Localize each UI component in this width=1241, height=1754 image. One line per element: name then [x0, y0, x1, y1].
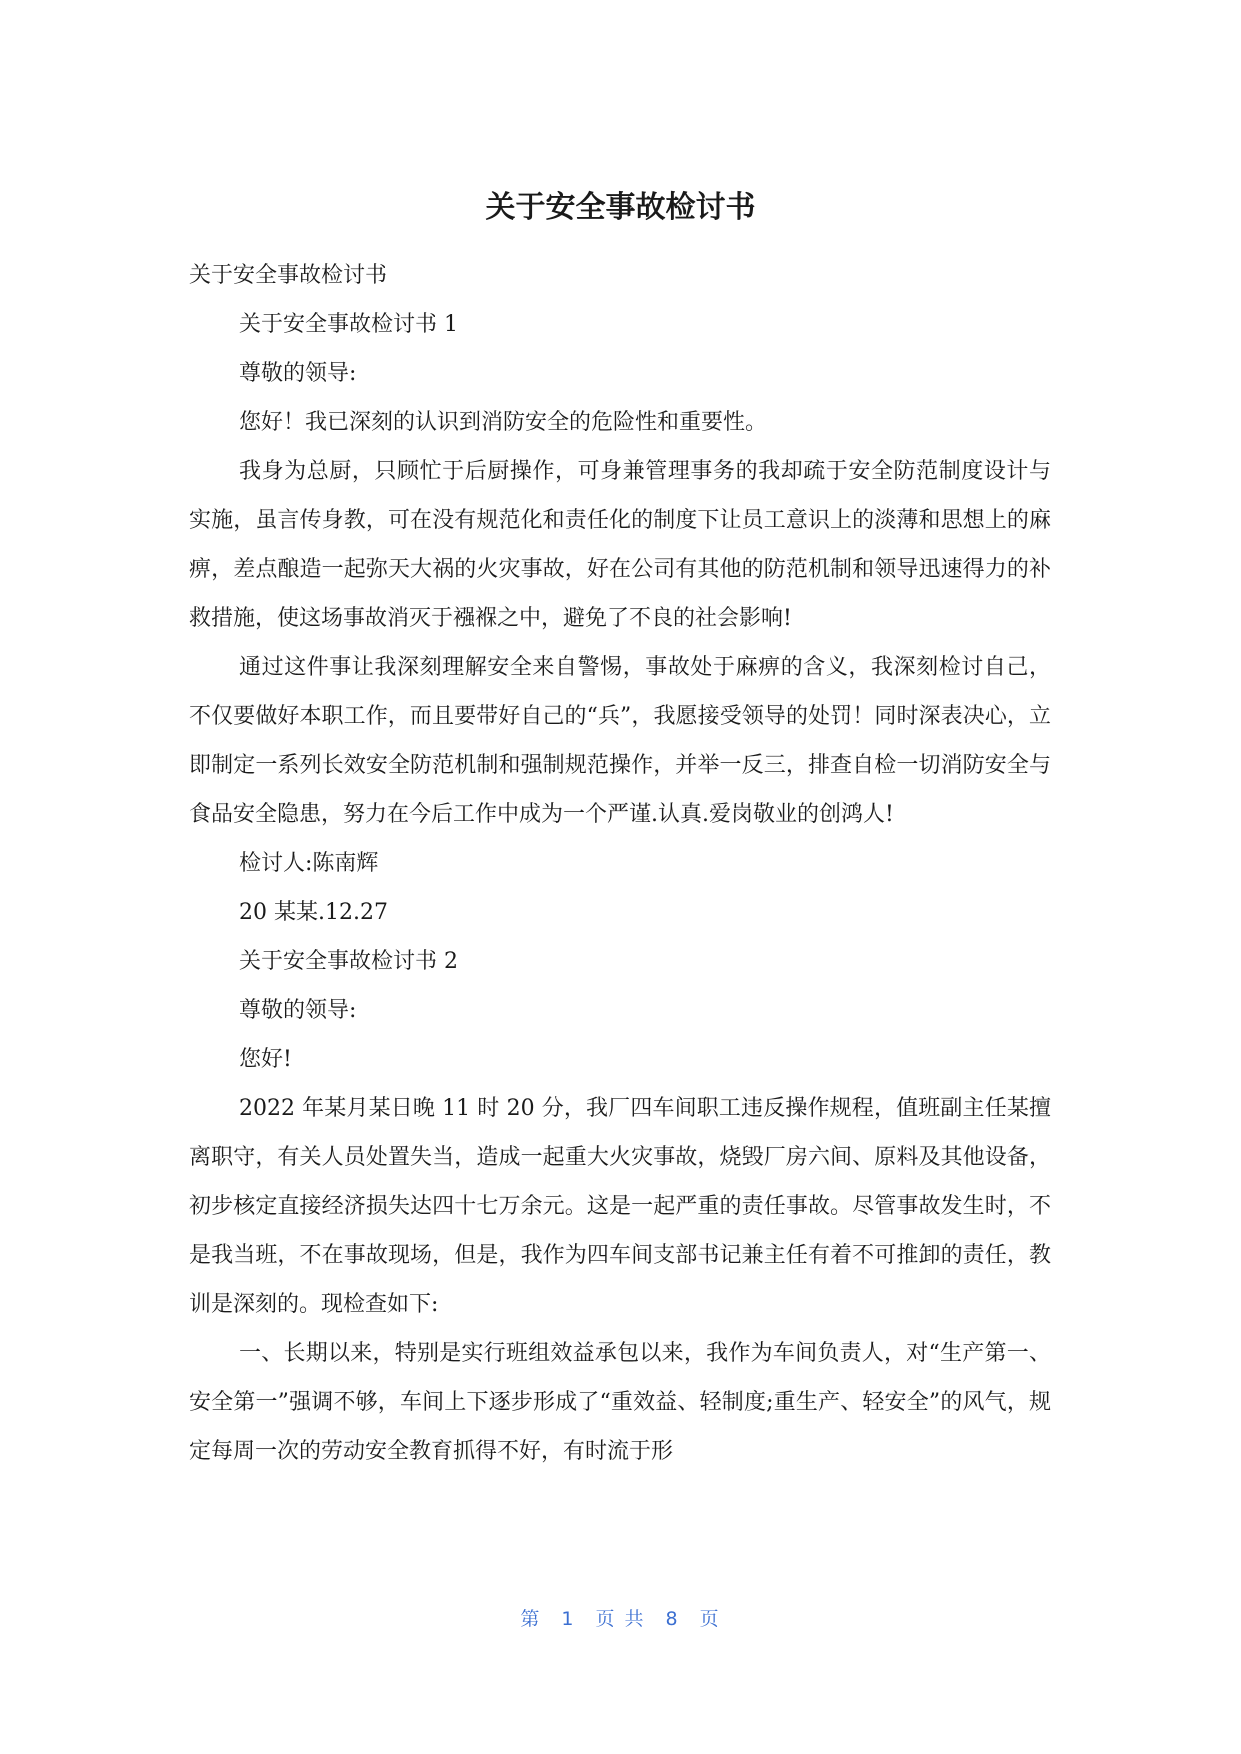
salutation: 尊敬的领导: [239, 361, 357, 386]
greeting: 您好! [239, 1047, 292, 1072]
greeting: 您好！我已深刻的认识到消防安全的危险性和重要性。 [239, 410, 768, 435]
section-heading-1: 关于安全事故检讨书 1 [239, 312, 458, 337]
footer-middle: 页 共 [595, 1608, 646, 1630]
page-total: 8 [665, 1608, 680, 1630]
body-paragraph: 我身为总厨，只顾忙于后厨操作，可身兼管理事务的我却疏于安全防范制度设计与实施，虽言传身教，可在没有规范化和责任化的制度下让员工意识上的淡薄和思想上的麻痹，差点酿造一起弥天大祸的火灾事故，好在公司有其他的防范机制和领导迅速得力的补救措施，使这场事故消灭于襁褓之中，避免了不良的社会影响! [189, 459, 1051, 631]
document-title: 关于安全事故检讨书 [485, 190, 756, 225]
signature-line: 检讨人:陈南辉 [239, 851, 379, 876]
body-paragraph: 2022 年某月某日晚 11 时 20 分，我厂四车间职工违反操作规程，值班副主任某擅离职守，有关人员处置失当，造成一起重大火灾事故，烧毁厂房六间、原料及其他设备，初步核定直接经济损失达四十七万余元。这是一起严重的责任事故。尽管事故发生时，不是我当班，不在事故现场，但是，我作为四车间支部书记兼主任有着不可推卸的责任，教训是深刻的。现检查如下: [189, 1096, 1051, 1317]
salutation: 尊敬的领导: [239, 998, 357, 1023]
body-paragraph: 一、长期以来，特别是实行班组效益承包以来，我作为车间负责人，对“生产第一、安全第一”强调不够，车间上下逐步形成了“重效益、轻制度;重生产、轻安全”的风气，规定每周一次的劳动安全教育抓得不好，有时流于形 [189, 1341, 1051, 1464]
page-footer [0, 1604, 1241, 1631]
date-line: 20 某某.12.27 [239, 900, 388, 925]
footer-prefix: 第 [520, 1608, 542, 1630]
paragraph-heading: 关于安全事故检讨书 [189, 263, 388, 288]
page-number: 1 [561, 1608, 576, 1630]
body-paragraph: 通过这件事让我深刻理解安全来自警惕，事故处于麻痹的含义，我深刻检讨自己，不仅要做好本职工作，而且要带好自己的“兵”，我愿接受领导的处罚！同时深表决心，立即制定一系列长效安全防范机制和强制规范操作，并举一反三，排查自检一切消防安全与食品安全隐患，努力在今后工作中成为一个严谨.认真.爱岗敬业的创鸿人! [189, 655, 1051, 827]
section-heading-2: 关于安全事故检讨书 2 [239, 949, 458, 974]
document-body [189, 251, 1051, 1476]
footer-suffix: 页 [699, 1608, 721, 1630]
